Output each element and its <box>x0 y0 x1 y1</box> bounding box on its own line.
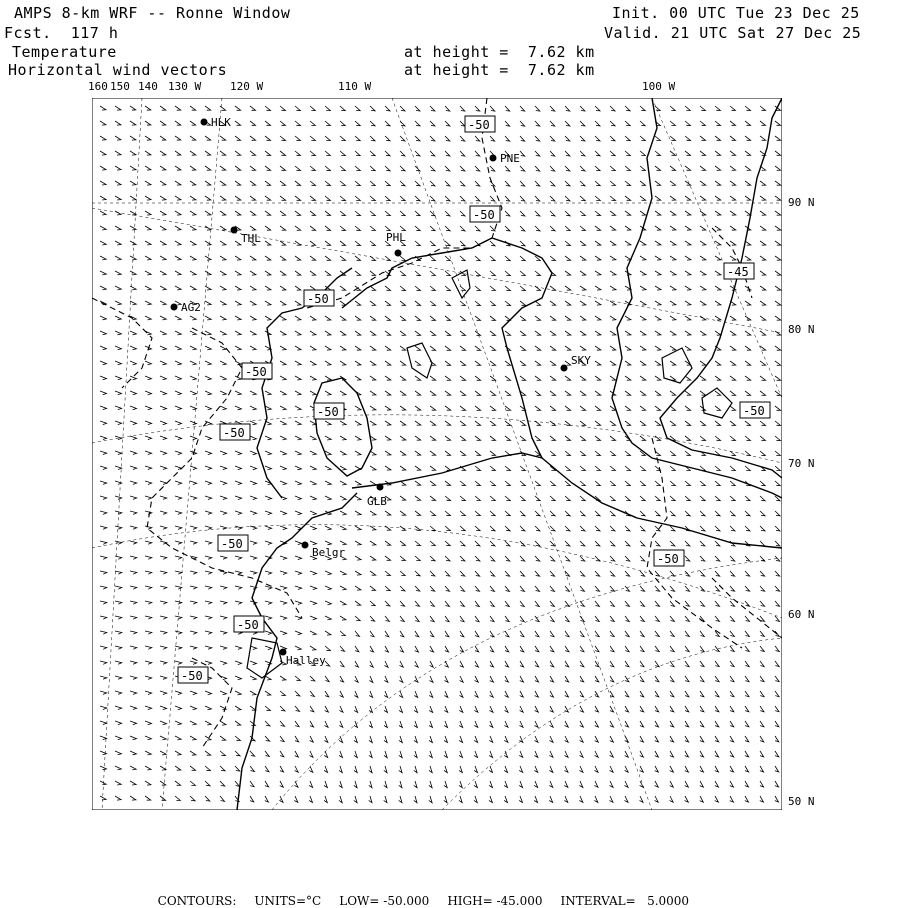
svg-text:-50: -50 <box>317 405 339 419</box>
contour-label <box>724 263 754 279</box>
station-marker <box>171 304 178 311</box>
svg-text:-45: -45 <box>727 265 749 279</box>
forecast-hour: Fcst. 117 h <box>4 24 119 42</box>
station-label: GLB <box>367 495 387 508</box>
footer-units: UNITS=°C <box>254 894 322 908</box>
station-marker <box>231 227 238 234</box>
svg-text:-50: -50 <box>468 118 490 132</box>
lat-label-60n: 60 N <box>788 608 815 621</box>
footer-high: HIGH= -45.000 <box>447 894 543 908</box>
lat-label-70n: 70 N <box>788 457 815 470</box>
station-label: SKY <box>571 354 591 367</box>
station-marker <box>302 542 309 549</box>
svg-text:-50: -50 <box>473 208 495 222</box>
lon-label-150: 150 <box>110 80 130 93</box>
contour-label <box>470 206 500 222</box>
valid-time: Valid. 21 UTC Sat 27 Dec 25 <box>604 24 862 42</box>
lon-label-160: 160 <box>88 80 108 93</box>
footer-interval: INTERVAL= 5.0000 <box>560 894 690 908</box>
station-marker <box>201 119 208 126</box>
svg-text:-50: -50 <box>221 537 243 551</box>
footer-contours-label: CONTOURS: <box>157 894 237 908</box>
contour-label <box>218 535 248 551</box>
height-label-temperature: at height = 7.62 km <box>404 43 595 61</box>
contour-label <box>740 402 770 418</box>
lon-label-140: 140 <box>138 80 158 93</box>
contour-label <box>234 616 264 632</box>
field-label-temperature: Temperature <box>12 43 117 61</box>
svg-text:-50: -50 <box>237 618 259 632</box>
height-label-wind: at height = 7.62 km <box>404 61 595 79</box>
station-label: Halley <box>286 654 326 667</box>
station-marker <box>377 484 384 491</box>
map-title: AMPS 8-km WRF -- Ronne Window <box>14 4 291 22</box>
station-label: Belgr <box>312 546 346 559</box>
init-time: Init. 00 UTC Tue 23 Dec 25 <box>612 4 860 22</box>
contour-label <box>314 403 344 419</box>
footer-low: LOW= -50.000 <box>339 894 430 908</box>
svg-text:-50: -50 <box>307 292 329 306</box>
lat-label-80n: 80 N <box>788 323 815 336</box>
station-marker <box>490 155 497 162</box>
svg-text:-50: -50 <box>245 365 267 379</box>
field-label-wind: Horizontal wind vectors <box>8 61 228 79</box>
contour-info-footer <box>150 880 707 908</box>
station-label: THL <box>241 232 261 245</box>
station-label: PNE <box>500 152 520 165</box>
contour-label <box>304 290 334 306</box>
svg-text:-50: -50 <box>743 404 765 418</box>
station-label: AG2 <box>181 301 201 314</box>
station-label: HLK <box>211 116 231 129</box>
svg-text:-50: -50 <box>181 669 203 683</box>
station-label: PHL <box>386 231 406 244</box>
lat-label-50n: 50 N <box>788 795 815 808</box>
contour-label <box>465 116 495 132</box>
contour-label <box>220 424 250 440</box>
lon-label-120w: 120 W <box>230 80 264 93</box>
lat-label-90n: 90 N <box>788 196 815 209</box>
svg-text:-50: -50 <box>657 552 679 566</box>
contour-label <box>654 550 684 566</box>
contour-label <box>178 667 208 683</box>
lon-label-100w: 100 W <box>642 80 676 93</box>
station-marker <box>395 250 402 257</box>
lon-label-130w: 130 W <box>168 80 202 93</box>
station-marker <box>561 365 568 372</box>
svg-text:-50: -50 <box>223 426 245 440</box>
lon-label-110w: 110 W <box>338 80 372 93</box>
map-panel <box>92 98 782 810</box>
contour-label <box>242 363 272 379</box>
